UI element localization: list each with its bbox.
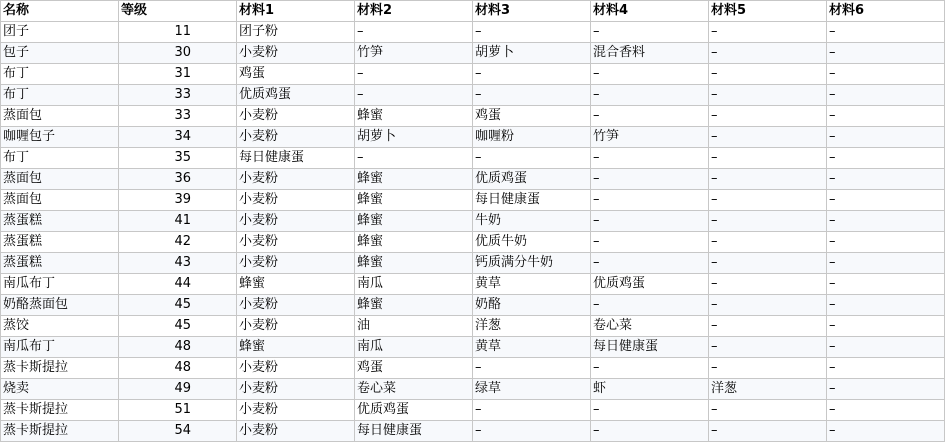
cell-material-2: 油: [355, 316, 473, 337]
cell-level: 39: [119, 190, 237, 211]
cell-material-4: 虾: [591, 379, 709, 400]
table-body: [1, 22, 945, 442]
header-material-6[interactable]: 材料6: [827, 1, 945, 22]
cell-material-1: 小麦粉: [237, 43, 355, 64]
cell-material-3: –: [473, 148, 591, 169]
cell-material-4: –: [591, 421, 709, 442]
cell-name: 布丁: [1, 85, 119, 106]
cell-material-3: 奶酪: [473, 295, 591, 316]
cell-name: 布丁: [1, 64, 119, 85]
cell-material-4: –: [591, 64, 709, 85]
cell-material-1: 小麦粉: [237, 190, 355, 211]
header-material-5[interactable]: 材料5: [709, 1, 827, 22]
cell-material-5: –: [709, 169, 827, 190]
cell-level: 45: [119, 316, 237, 337]
cell-material-3: –: [473, 64, 591, 85]
table-row: [1, 85, 945, 106]
cell-material-4: 卷心菜: [591, 316, 709, 337]
cell-material-6: –: [827, 148, 945, 169]
cell-material-5: –: [709, 295, 827, 316]
cell-material-5: –: [709, 43, 827, 64]
cell-material-1: 小麦粉: [237, 316, 355, 337]
cell-material-1: 小麦粉: [237, 358, 355, 379]
table-row: [1, 358, 945, 379]
cell-material-6: –: [827, 127, 945, 148]
table-row: [1, 337, 945, 358]
cell-name: 蒸卡斯提拉: [1, 358, 119, 379]
cell-material-5: –: [709, 190, 827, 211]
cell-material-1: 小麦粉: [237, 232, 355, 253]
header-level[interactable]: 等级: [119, 1, 237, 22]
cell-material-5: –: [709, 316, 827, 337]
cell-material-4: –: [591, 169, 709, 190]
cell-material-3: 鸡蛋: [473, 106, 591, 127]
cell-name: 蒸卡斯提拉: [1, 400, 119, 421]
table-header-row: [1, 1, 945, 22]
table-row: [1, 148, 945, 169]
cell-level: 48: [119, 337, 237, 358]
cell-material-6: –: [827, 253, 945, 274]
cell-material-4: 每日健康蛋: [591, 337, 709, 358]
header-name[interactable]: 名称: [1, 1, 119, 22]
cell-material-5: –: [709, 106, 827, 127]
cell-material-4: –: [591, 106, 709, 127]
cell-material-5: –: [709, 253, 827, 274]
cell-name: 蒸饺: [1, 316, 119, 337]
cell-material-5: –: [709, 421, 827, 442]
cell-material-5: –: [709, 64, 827, 85]
table-row: [1, 379, 945, 400]
cell-material-2: 蜂蜜: [355, 106, 473, 127]
cell-material-1: 鸡蛋: [237, 64, 355, 85]
cell-material-3: 优质鸡蛋: [473, 169, 591, 190]
cell-name: 南瓜布丁: [1, 274, 119, 295]
cell-material-5: –: [709, 148, 827, 169]
cell-material-4: –: [591, 148, 709, 169]
cell-material-5: –: [709, 232, 827, 253]
cell-material-2: 竹笋: [355, 43, 473, 64]
cell-material-6: –: [827, 295, 945, 316]
table-row: [1, 274, 945, 295]
cell-material-2: 每日健康蛋: [355, 421, 473, 442]
cell-material-3: 优质牛奶: [473, 232, 591, 253]
cell-level: 48: [119, 358, 237, 379]
cell-material-4: –: [591, 85, 709, 106]
cell-level: 42: [119, 232, 237, 253]
cell-material-3: –: [473, 421, 591, 442]
cell-level: 30: [119, 43, 237, 64]
header-material-3[interactable]: 材料3: [473, 1, 591, 22]
cell-material-2: 胡萝卜: [355, 127, 473, 148]
cell-material-5: –: [709, 211, 827, 232]
cell-material-5: 洋葱: [709, 379, 827, 400]
cell-material-4: –: [591, 232, 709, 253]
cell-material-5: –: [709, 400, 827, 421]
cell-material-3: –: [473, 400, 591, 421]
cell-material-2: 蜂蜜: [355, 211, 473, 232]
cell-level: 49: [119, 379, 237, 400]
table-row: [1, 22, 945, 43]
table-row: [1, 421, 945, 442]
cell-material-1: 蜂蜜: [237, 274, 355, 295]
cell-material-6: –: [827, 316, 945, 337]
cell-material-1: 蜂蜜: [237, 337, 355, 358]
cell-name: 蒸面包: [1, 106, 119, 127]
cell-material-3: 咖喱粉: [473, 127, 591, 148]
header-material-4[interactable]: 材料4: [591, 1, 709, 22]
cell-material-5: –: [709, 274, 827, 295]
cell-level: 45: [119, 295, 237, 316]
cell-name: 包子: [1, 43, 119, 64]
cell-material-4: –: [591, 22, 709, 43]
table-row: [1, 400, 945, 421]
table-row: [1, 169, 945, 190]
cell-name: 蒸蛋糕: [1, 211, 119, 232]
cell-material-2: 蜂蜜: [355, 253, 473, 274]
cell-material-3: –: [473, 85, 591, 106]
cell-material-3: 每日健康蛋: [473, 190, 591, 211]
cell-material-5: –: [709, 22, 827, 43]
cell-level: 34: [119, 127, 237, 148]
cell-level: 31: [119, 64, 237, 85]
header-material-2[interactable]: 材料2: [355, 1, 473, 22]
cell-material-6: –: [827, 358, 945, 379]
cell-material-6: –: [827, 274, 945, 295]
header-material-1[interactable]: 材料1: [237, 1, 355, 22]
cell-material-1: 小麦粉: [237, 421, 355, 442]
cell-name: 团子: [1, 22, 119, 43]
cell-material-3: 钙质满分牛奶: [473, 253, 591, 274]
cell-name: 蒸蛋糕: [1, 253, 119, 274]
cell-material-3: –: [473, 358, 591, 379]
cell-name: 南瓜布丁: [1, 337, 119, 358]
cell-material-5: –: [709, 358, 827, 379]
cell-name: 蒸面包: [1, 169, 119, 190]
cell-material-4: –: [591, 358, 709, 379]
cell-material-6: –: [827, 190, 945, 211]
cell-material-1: 小麦粉: [237, 379, 355, 400]
cell-name: 蒸面包: [1, 190, 119, 211]
table-row: [1, 253, 945, 274]
cell-material-1: 小麦粉: [237, 295, 355, 316]
cell-material-5: –: [709, 337, 827, 358]
cell-level: 43: [119, 253, 237, 274]
cell-material-1: 小麦粉: [237, 106, 355, 127]
cell-material-6: –: [827, 211, 945, 232]
cell-level: 44: [119, 274, 237, 295]
cell-material-2: –: [355, 85, 473, 106]
cell-material-1: 小麦粉: [237, 400, 355, 421]
table-row: [1, 106, 945, 127]
cell-material-2: 优质鸡蛋: [355, 400, 473, 421]
table-row: [1, 190, 945, 211]
cell-material-4: 混合香料: [591, 43, 709, 64]
cell-material-2: 鸡蛋: [355, 358, 473, 379]
cell-material-6: –: [827, 64, 945, 85]
cell-name: 蒸蛋糕: [1, 232, 119, 253]
cell-level: 33: [119, 85, 237, 106]
cell-material-4: 优质鸡蛋: [591, 274, 709, 295]
cell-material-2: 蜂蜜: [355, 232, 473, 253]
cell-material-4: –: [591, 295, 709, 316]
cell-material-2: 蜂蜜: [355, 295, 473, 316]
table-row: [1, 316, 945, 337]
cell-material-2: 卷心菜: [355, 379, 473, 400]
cell-material-1: 优质鸡蛋: [237, 85, 355, 106]
cell-material-1: 每日健康蛋: [237, 148, 355, 169]
cell-name: 蒸卡斯提拉: [1, 421, 119, 442]
cell-level: 33: [119, 106, 237, 127]
cell-material-6: –: [827, 379, 945, 400]
cell-material-3: 黄草: [473, 337, 591, 358]
table-row: [1, 64, 945, 85]
cell-name: 咖喱包子: [1, 127, 119, 148]
cell-material-6: –: [827, 337, 945, 358]
cell-material-1: 团子粉: [237, 22, 355, 43]
cell-material-2: 南瓜: [355, 337, 473, 358]
cell-material-6: –: [827, 232, 945, 253]
cell-material-3: 胡萝卜: [473, 43, 591, 64]
cell-material-6: –: [827, 106, 945, 127]
cell-material-4: –: [591, 211, 709, 232]
table-row: [1, 127, 945, 148]
cell-material-3: 牛奶: [473, 211, 591, 232]
cell-level: 11: [119, 22, 237, 43]
cell-material-5: –: [709, 127, 827, 148]
table-row: [1, 211, 945, 232]
cell-level: 51: [119, 400, 237, 421]
cell-material-4: –: [591, 253, 709, 274]
cell-material-2: –: [355, 64, 473, 85]
cell-material-4: 竹笋: [591, 127, 709, 148]
cell-material-2: –: [355, 22, 473, 43]
cell-name: 烧卖: [1, 379, 119, 400]
cell-material-6: –: [827, 85, 945, 106]
cell-level: 35: [119, 148, 237, 169]
table-row: [1, 295, 945, 316]
cell-material-6: –: [827, 169, 945, 190]
cell-material-1: 小麦粉: [237, 169, 355, 190]
cell-material-6: –: [827, 22, 945, 43]
cell-material-4: –: [591, 190, 709, 211]
cell-material-2: 蜂蜜: [355, 190, 473, 211]
cell-name: 奶酪蒸面包: [1, 295, 119, 316]
cell-level: 36: [119, 169, 237, 190]
cell-material-1: 小麦粉: [237, 253, 355, 274]
cell-material-2: 蜂蜜: [355, 169, 473, 190]
cell-material-1: 小麦粉: [237, 127, 355, 148]
cell-material-6: –: [827, 43, 945, 64]
cell-material-4: –: [591, 400, 709, 421]
cell-material-1: 小麦粉: [237, 211, 355, 232]
cell-material-6: –: [827, 421, 945, 442]
cell-name: 布丁: [1, 148, 119, 169]
cell-material-2: 南瓜: [355, 274, 473, 295]
cell-material-3: 绿草: [473, 379, 591, 400]
cell-material-3: 洋葱: [473, 316, 591, 337]
cell-material-2: –: [355, 148, 473, 169]
cell-level: 41: [119, 211, 237, 232]
cell-material-5: –: [709, 85, 827, 106]
cell-material-6: –: [827, 400, 945, 421]
table-row: [1, 232, 945, 253]
table-row: [1, 43, 945, 64]
cell-level: 54: [119, 421, 237, 442]
cell-material-3: 黄草: [473, 274, 591, 295]
cell-material-3: –: [473, 22, 591, 43]
